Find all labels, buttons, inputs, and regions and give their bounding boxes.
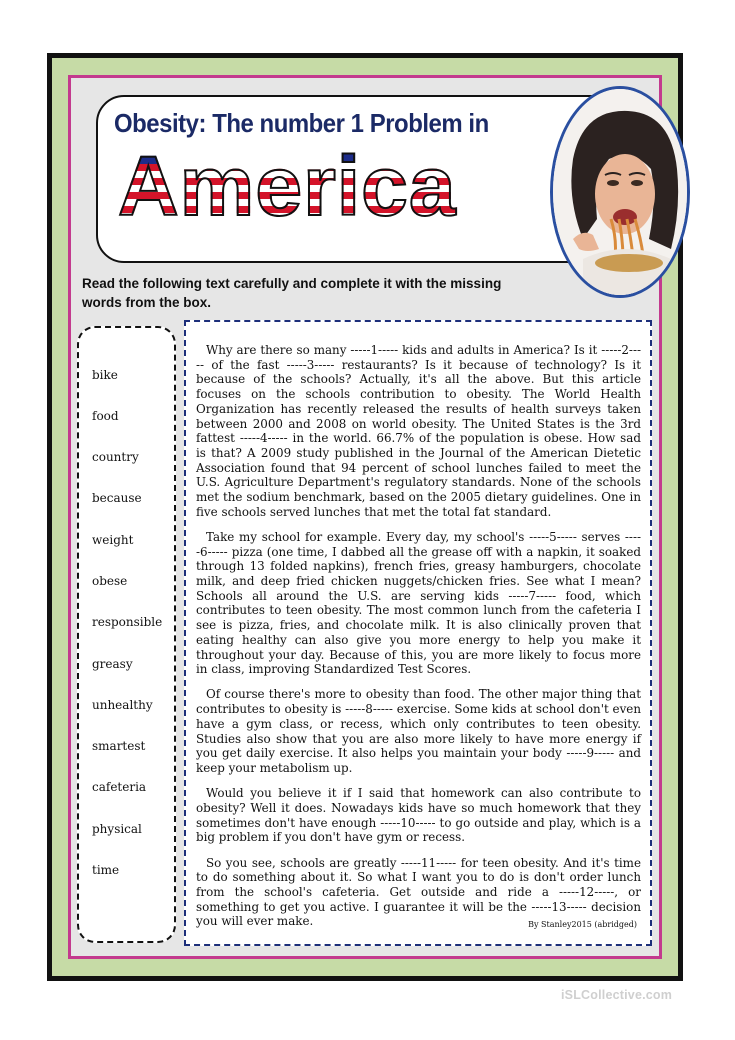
word-box-item: physical xyxy=(92,822,142,836)
paragraph-1: Why are there so many -----1----- kids and adults in America? Is it -----2----- of the fast -----3----- restaurants? Is it because of technology? Is it because of the schools? Actually, it's all the above. But this article focuses on the schools contribution to obesity. The World Health Organization has recently released the results of health surveys taken between 2000 and 2008 on world obesity. The United States is the 3rd fattest -----4----- in the world. 66.7% of the population is obese. How sad is that? A 2009 study published in the Journal of the American Dietetic Association found that 94 percent of school lunches failed to meet the U.S. Agriculture Department's regulatory standards. None of the schools met the sodium benchmark, based on the 2005 dietary guidelines. One in five schools served lunches that met the total fat standard. xyxy=(196,343,641,519)
word-box-item: responsible xyxy=(92,615,163,629)
instructions: Read the following text carefully and complete it with the missing words from the box. xyxy=(82,276,502,310)
word-box-item: obese xyxy=(92,574,128,588)
paragraph-5-text: So you see, schools are greatly -----11----- for teen obesity. And it's time to do something about it. So what I want you to do is don't order lunch from the school's cafeteria. Get outside and ride a -----12-----, or something to get you active. I guarantee it will be the -----13----- decision you will ever make. xyxy=(196,855,641,929)
reading-text-box xyxy=(184,320,652,946)
paragraph-2: Take my school for example. Every day, my school's -----5----- serves -----6----- pizza (one time, I dabbed all the grease off with a napkin, it soaked through 13 folded napkins), french fries, greasy hamburgers, chocolate milk, and deep fried chicken nuggets/chicken fries. See what I mean? Schools all around the U.S. are serving kids -----7----- food, which contributes to teen obesity. The most common lunch from the cafeteria I see is pizza, fries, and chocolate milk. It is also clinically proven that eating healthy can also give you more energy to help you make it throughout your day. Because of this, you are more likely to focus more in class, improving Standardized Test Scores. xyxy=(196,529,641,677)
word-box-item: greasy xyxy=(92,657,133,671)
paragraph-4: Would you believe it if I said that homework can also contribute to obesity? Well it does. Nowadays kids have so much homework that they sometimes don't have enough -----10----- to go outside and play, which is a big problem if you don't have gym or recess. xyxy=(196,786,641,845)
word-box xyxy=(77,326,176,943)
paragraph-5 xyxy=(196,856,641,930)
word-box-item: weight xyxy=(92,533,134,547)
title-line-1: Obesity: The number 1 Problem in xyxy=(114,108,489,138)
word-box-item: food xyxy=(92,409,119,423)
word-box-item: because xyxy=(92,491,142,505)
title-america-flag-text: America xyxy=(118,139,457,233)
word-box-item: time xyxy=(92,863,120,877)
word-box-item: country xyxy=(92,450,139,464)
word-box-item: smartest xyxy=(92,739,146,753)
woman-eating-spaghetti-photo xyxy=(550,86,690,298)
word-box-item: cafeteria xyxy=(92,780,147,794)
word-box-item: bike xyxy=(92,368,118,382)
watermark: iSLCollective.com xyxy=(561,988,673,1002)
photo-illustration xyxy=(553,89,687,295)
author-credit: By Stanley2015 (abridged) xyxy=(528,920,637,930)
word-box-item: unhealthy xyxy=(92,698,153,712)
paragraph-3: Of course there's more to obesity than food. The other major thing that contributes to obesity is -----8----- exercise. Some kids at school don't even have a gym class, or recess, which only contributes to teen obesity. Studies also show that you are also more likely to have more energy if you get daily exercise. It also helps you maintain your body -----9----- and keep your metabolism up. xyxy=(196,687,641,775)
